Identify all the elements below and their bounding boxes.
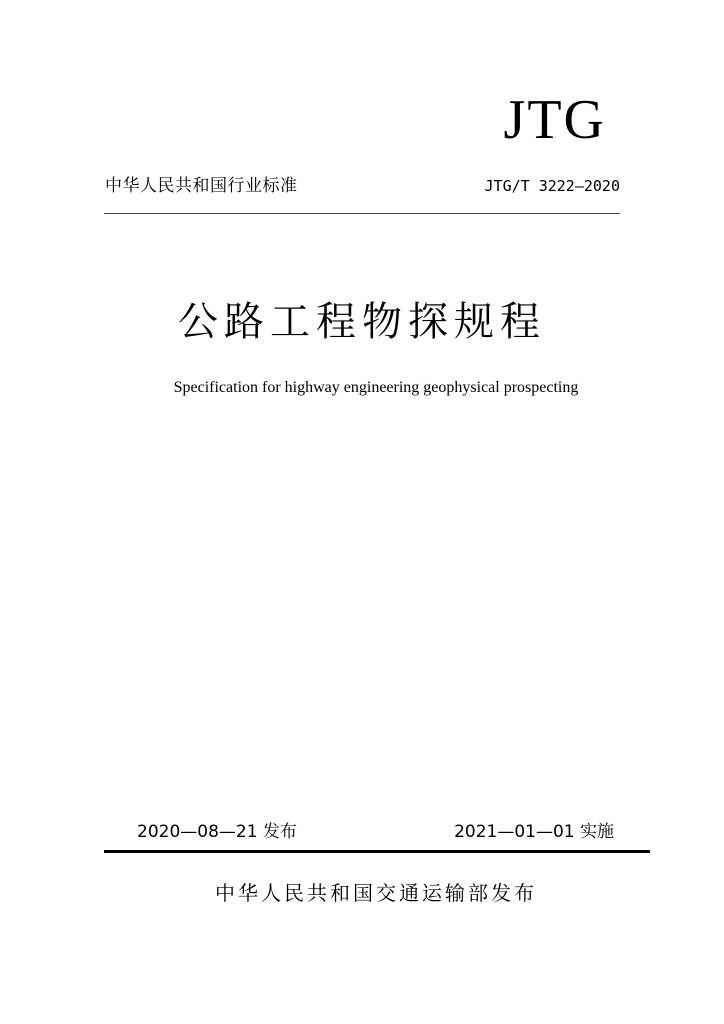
standard-number: JTG/T 3222—2020 xyxy=(484,177,620,195)
effective-date: 2021—01—01 实施 xyxy=(454,822,614,842)
issue-date: 2020—08—21 发布 xyxy=(137,822,297,842)
standard-code-mark: JTG xyxy=(503,89,606,151)
document-title-english: Specification for highway engineering geophysical prospecting xyxy=(173,379,579,396)
document-title-chinese: 公路工程物探规程 xyxy=(178,299,546,345)
top-divider xyxy=(104,213,620,214)
publisher: 中华人民共和国交通运输部发布 xyxy=(215,881,537,905)
bottom-divider xyxy=(104,850,650,853)
standard-type: 中华人民共和国行业标准 xyxy=(105,176,298,196)
